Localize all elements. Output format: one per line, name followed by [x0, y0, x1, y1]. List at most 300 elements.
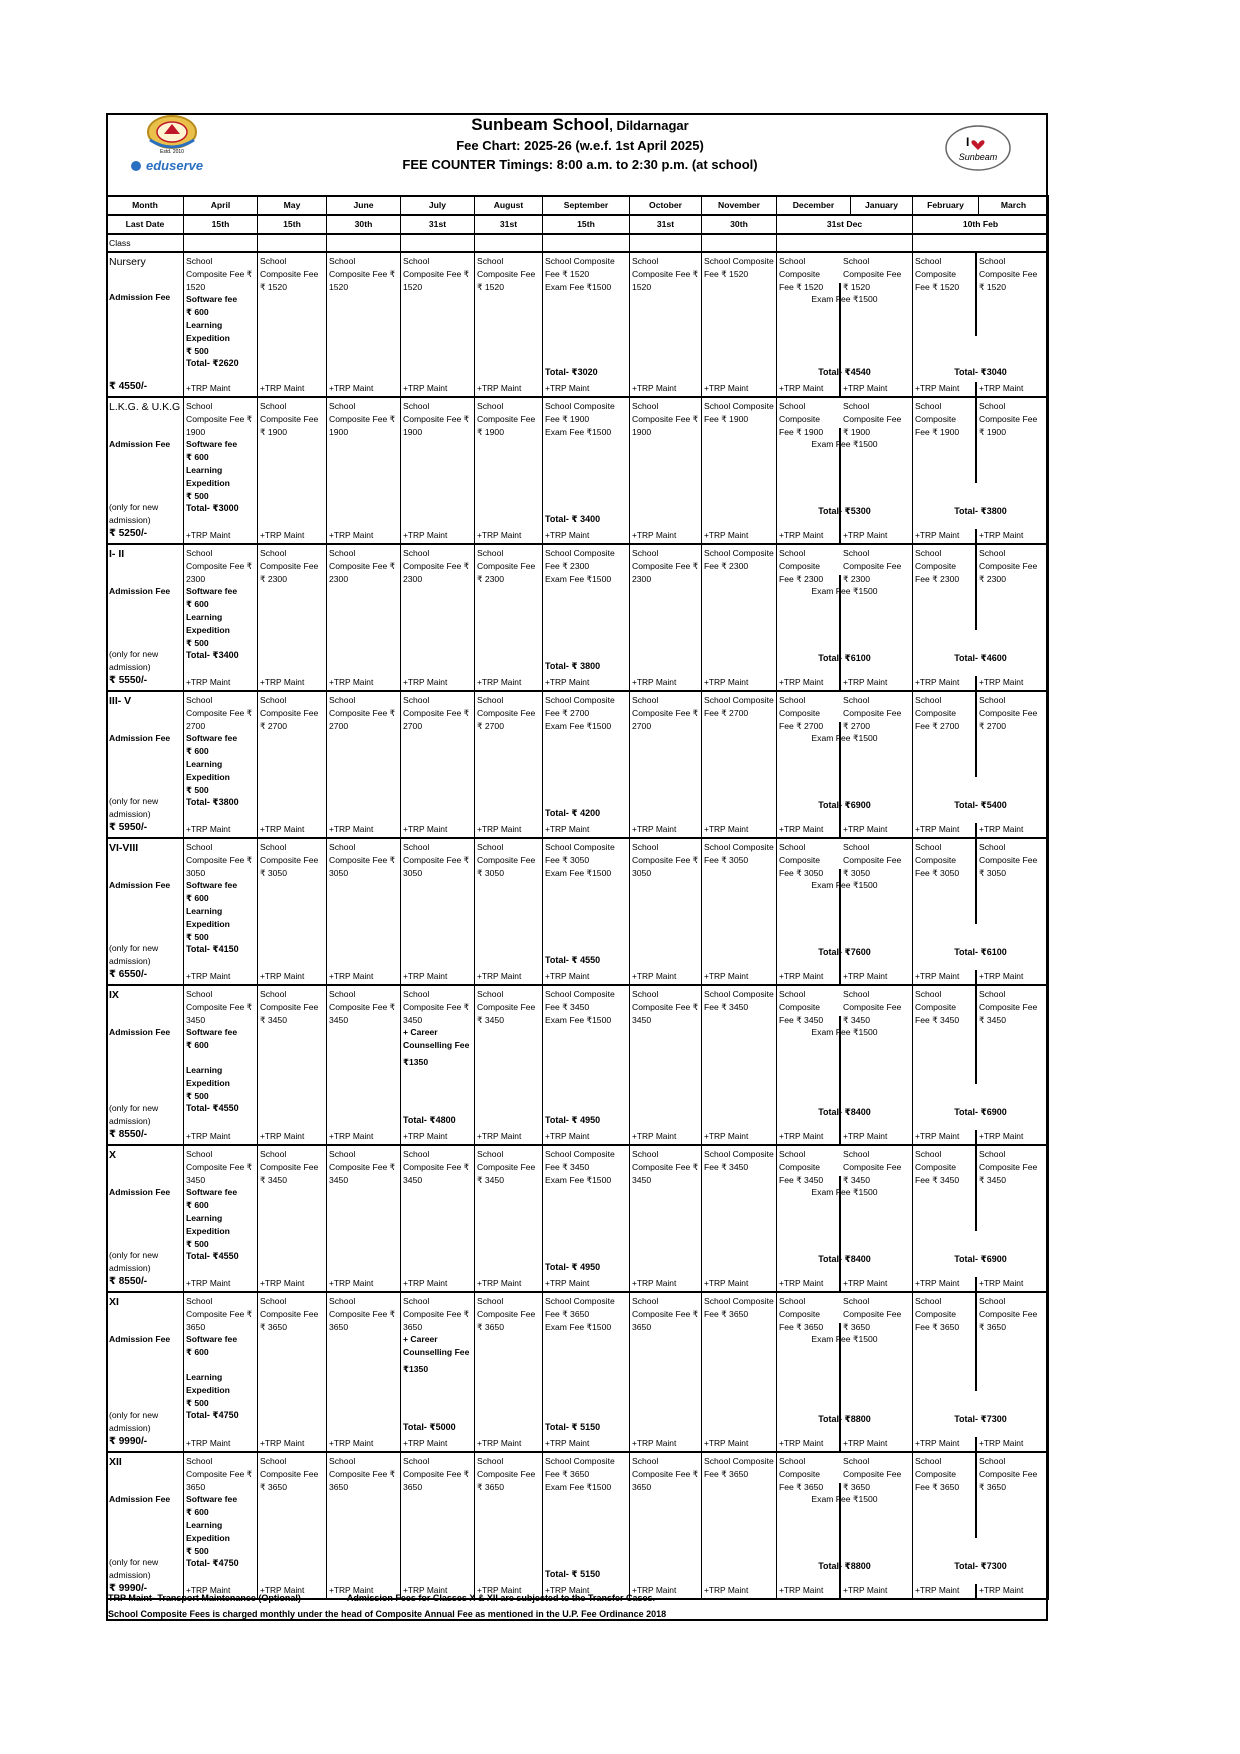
composite-fee: School Composite Fee ₹ 3650 [329, 1296, 396, 1332]
september-total: Total- ₹ 3800 [545, 661, 601, 672]
career-counselling-amount: ₹1350 [403, 1363, 429, 1374]
composite-fee: School Composite Fee ₹ 2700 [632, 695, 699, 731]
trp-maint: +TRP Maint [477, 530, 522, 541]
composite-fee: School Composite Fee ₹ 3650 [260, 1296, 319, 1332]
column-divider [839, 529, 841, 543]
learning-expedition-amount: ₹ 500 [186, 1397, 209, 1408]
software-fee-label: Software fee [186, 880, 238, 891]
software-fee-amount: ₹ 600 [186, 307, 209, 318]
only-new-admission-label: (only for new admission) [109, 1410, 159, 1434]
school-logo [124, 114, 220, 176]
february-composite-fee: School Composite Fee ₹ 3650 [915, 1296, 960, 1332]
career-counselling-label: + Career Counselling Fee [403, 1334, 470, 1358]
class-name: X [109, 1149, 117, 1161]
feb-mar-total: Total- ₹3800 [954, 506, 1007, 517]
trp-maint: +TRP Maint [704, 1278, 749, 1289]
trp-maint: +TRP Maint [545, 530, 590, 541]
trp-maint: +TRP Maint [403, 1278, 448, 1289]
learning-expedition-amount: ₹ 500 [186, 637, 209, 648]
composite-fee: School Composite Fee ₹ 2700 [704, 695, 774, 718]
trp-maint: +TRP Maint [704, 383, 749, 394]
trp-maint: +TRP Maint [843, 1278, 888, 1289]
composite-fee: School Composite Fee ₹ 3650 [403, 1296, 470, 1332]
class-fee-row [107, 397, 1049, 544]
september-total: Total- ₹ 4200 [545, 808, 601, 819]
composite-fee: School Composite Fee ₹ 2700 [329, 695, 396, 731]
trp-maint: +TRP Maint [915, 824, 960, 835]
learning-expedition-label: Learning Expedition [186, 905, 230, 929]
february-composite-fee: School Composite Fee ₹ 3450 [915, 1149, 960, 1185]
trp-maint: +TRP Maint [477, 1278, 522, 1289]
composite-fee: School Composite Fee ₹ 3450 [477, 989, 536, 1025]
class-fee-row [107, 252, 1049, 397]
composite-fee: School Composite Fee ₹ 3050 [186, 842, 253, 878]
column-divider [975, 1130, 977, 1144]
composite-fee: School Composite Fee ₹ 3650 [704, 1296, 774, 1319]
composite-fee: School Composite Fee ₹ 1520 [260, 256, 319, 292]
admission-fee-amount: ₹ 9990/- [109, 1583, 148, 1595]
exam-fee: Exam Fee ₹1500 [811, 733, 878, 743]
column-divider [975, 1277, 977, 1291]
december-composite-fee: School Composite Fee ₹ 2700 [779, 695, 824, 731]
exam-fee: Exam Fee ₹1500 [545, 281, 612, 292]
admission-fee-label: Admission Fee [109, 1334, 171, 1344]
exam-fee: Exam Fee ₹1500 [811, 586, 878, 596]
svg-text:Estd. 2010: Estd. 2010 [160, 149, 184, 155]
class-name: L.K.G. & U.K.G [109, 401, 181, 413]
trp-maint: +TRP Maint [915, 677, 960, 688]
last-date-cell: 31st [630, 215, 702, 234]
footer-notes [106, 1590, 1048, 1622]
trp-maint: +TRP Maint [843, 1585, 888, 1596]
december-composite-fee: School Composite Fee ₹ 3050 [779, 842, 824, 878]
column-divider [839, 676, 841, 690]
feb-mar-last-date: 10th Feb [913, 215, 1049, 234]
fee-counter-timings: FEE COUNTER Timings: 8:00 a.m. to 2:30 p.m. (at school) [402, 157, 758, 172]
composite-fee: School Composite Fee ₹ 1900 [632, 401, 699, 437]
feb-mar-total: Total- ₹6100 [954, 947, 1007, 958]
exam-fee: Exam Fee ₹1500 [545, 867, 612, 878]
december-composite-fee: School Composite Fee ₹ 1520 [779, 256, 824, 292]
only-new-admission-label: (only for new admission) [109, 502, 159, 526]
composite-fee: School Composite Fee ₹ 1900 [545, 401, 615, 424]
class-label: Class [107, 234, 184, 252]
exam-fee: Exam Fee ₹1500 [811, 1494, 878, 1504]
composite-fee: School Composite Fee ₹ 1520 [632, 256, 699, 292]
january-composite-fee: School Composite Fee ₹ 3050 [843, 842, 902, 878]
column-divider [839, 1437, 841, 1451]
trp-maint: +TRP Maint [632, 1438, 677, 1449]
admission-note: Admission Fees for Classes X & XII are subjected to the Transfer Cases. [346, 1593, 655, 1603]
software-fee-label: Software fee [186, 439, 238, 450]
last-date-cell: 30th [327, 215, 401, 234]
march-composite-fee: School Composite Fee ₹ 3450 [979, 1149, 1038, 1185]
trp-maint: +TRP Maint [545, 1278, 590, 1289]
class-fee-row [107, 691, 1049, 838]
composite-fee: School Composite Fee ₹ 1520 [477, 256, 536, 292]
trp-maint: +TRP Maint [915, 971, 960, 982]
last-date-cell: 31st [401, 215, 475, 234]
exam-fee: Exam Fee ₹1500 [545, 1321, 612, 1332]
dec-jan-total: Total- ₹6900 [818, 800, 871, 811]
trp-maint: +TRP Maint [779, 677, 824, 688]
exam-fee: Exam Fee ₹1500 [811, 880, 878, 890]
composite-fee: School Composite Fee ₹ 3650 [186, 1456, 253, 1492]
trp-maint: +TRP Maint [843, 530, 888, 541]
software-fee-amount: ₹ 600 [186, 1347, 209, 1358]
march-composite-fee: School Composite Fee ₹ 3650 [979, 1296, 1038, 1332]
learning-expedition-amount: ₹ 500 [186, 931, 209, 942]
column-divider [975, 545, 977, 630]
april-total: Total- ₹4550 [186, 1103, 239, 1114]
month-cell: October [630, 196, 702, 215]
month-cell: February [913, 196, 979, 215]
composite-fee: School Composite Fee ₹ 3650 [477, 1456, 536, 1492]
january-composite-fee: School Composite Fee ₹ 3450 [843, 989, 902, 1025]
month-cell: September [543, 196, 630, 215]
note-line-1 [108, 1590, 1048, 1606]
trp-maint: +TRP Maint [477, 1438, 522, 1449]
trp-maint: +TRP Maint [704, 677, 749, 688]
composite-fee: School Composite Fee ₹ 3450 [545, 989, 615, 1012]
trp-maint: +TRP Maint [843, 1438, 888, 1449]
march-composite-fee: School Composite Fee ₹ 2300 [979, 548, 1038, 584]
trp-maint: +TRP Maint [186, 1131, 231, 1142]
trp-maint: +TRP Maint [186, 677, 231, 688]
exam-fee: Exam Fee ₹1500 [545, 1481, 612, 1492]
only-new-admission-label: (only for new admission) [109, 943, 159, 967]
composite-fee: School Composite Fee ₹ 1520 [704, 256, 774, 279]
trp-maint: +TRP Maint [477, 1585, 522, 1596]
software-fee-label: Software fee [186, 294, 238, 305]
column-divider [975, 823, 977, 837]
trp-maint: +TRP Maint [632, 1278, 677, 1289]
learning-expedition-label: Learning Expedition [186, 1519, 230, 1543]
learning-expedition-label: Learning Expedition [186, 1064, 230, 1088]
composite-fee: School Composite Fee ₹ 3650 [632, 1456, 699, 1492]
march-composite-fee: School Composite Fee ₹ 3650 [979, 1456, 1038, 1492]
career-counselling-amount: ₹1350 [403, 1056, 429, 1067]
composite-fee: School Composite Fee ₹ 1520 [403, 256, 470, 292]
feb-mar-total: Total- ₹4600 [954, 653, 1007, 664]
september-total: Total- ₹ 4550 [545, 955, 601, 966]
trp-maint: +TRP Maint [329, 383, 374, 394]
composite-fee: School Composite Fee ₹ 1900 [329, 401, 396, 437]
trp-maint: +TRP Maint [632, 383, 677, 394]
composite-fee: School Composite Fee ₹ 3450 [329, 1149, 396, 1185]
january-composite-fee: School Composite Fee ₹ 2300 [843, 548, 902, 584]
trp-maint: +TRP Maint [545, 1585, 590, 1596]
composite-fee: School Composite Fee ₹ 3450 [632, 1149, 699, 1185]
month-cell: January [851, 196, 913, 215]
exam-fee: Exam Fee ₹1500 [545, 426, 612, 437]
exam-fee: Exam Fee ₹1500 [545, 573, 612, 584]
trp-maint: +TRP Maint [915, 1131, 960, 1142]
february-composite-fee: School Composite Fee ₹ 3050 [915, 842, 960, 878]
trp-maint: +TRP Maint [779, 824, 824, 835]
feb-mar-total: Total- ₹7300 [954, 1414, 1007, 1425]
trp-maint: +TRP Maint [329, 1585, 374, 1596]
composite-fee: School Composite Fee ₹ 3450 [403, 989, 470, 1025]
composite-fee: School Composite Fee ₹ 3050 [545, 842, 615, 865]
trp-maint: +TRP Maint [915, 1585, 960, 1596]
column-divider [975, 839, 977, 924]
composite-fee: School Composite Fee ₹ 1900 [403, 401, 470, 437]
class-fee-row [107, 985, 1049, 1145]
trp-maint: +TRP Maint [979, 824, 1024, 835]
dec-jan-total: Total- ₹8400 [818, 1254, 871, 1265]
trp-maint: +TRP Maint [979, 530, 1024, 541]
month-cell: November [702, 196, 777, 215]
software-fee-amount: ₹ 600 [186, 1507, 209, 1518]
february-composite-fee: School Composite Fee ₹ 1900 [915, 401, 960, 437]
last-date-cell: 31st [475, 215, 543, 234]
fee-table [106, 195, 1049, 1600]
trp-maint: +TRP Maint [979, 1278, 1024, 1289]
column-divider [839, 970, 841, 984]
school-location: , Dildarnagar [609, 118, 689, 133]
trp-maint: +TRP Maint [915, 1438, 960, 1449]
trp-maint: +TRP Maint [329, 1278, 374, 1289]
composite-fee: School Composite Fee ₹ 2300 [329, 548, 396, 584]
column-divider [975, 398, 977, 483]
month-cell: December [777, 196, 851, 215]
composite-fee: School Composite Fee ₹ 2300 [403, 548, 470, 584]
trp-maint: +TRP Maint [979, 383, 1024, 394]
trp-maint: +TRP Maint [186, 530, 231, 541]
fee-chart-subtitle: Fee Chart: 2025-26 (w.e.f. 1st April 2025) [456, 138, 704, 153]
month-cell: July [401, 196, 475, 215]
column-divider [975, 986, 977, 1084]
trp-maint: +TRP Maint [779, 1585, 824, 1596]
composite-fee: School Composite Fee ₹ 3450 [186, 989, 253, 1025]
december-composite-fee: School Composite Fee ₹ 3450 [779, 989, 824, 1025]
software-fee-amount: ₹ 600 [186, 1040, 209, 1051]
trp-maint: +TRP Maint [260, 1585, 305, 1596]
exam-fee: Exam Fee ₹1500 [811, 1187, 878, 1197]
class-fee-row [107, 838, 1049, 985]
composite-fee: School Composite Fee ₹ 3450 [545, 1149, 615, 1172]
trp-maint: +TRP Maint [779, 1131, 824, 1142]
column-divider [975, 382, 977, 396]
learning-expedition-amount: ₹ 500 [186, 1090, 209, 1101]
learning-expedition-label: Learning Expedition [186, 758, 230, 782]
admission-fee-label: Admission Fee [109, 880, 171, 890]
admission-fee-label: Admission Fee [109, 1027, 171, 1037]
trp-maint: +TRP Maint [843, 971, 888, 982]
admission-fee-amount: ₹ 9990/- [109, 1436, 148, 1448]
composite-fee: School Composite Fee ₹ 3450 [704, 1149, 774, 1172]
composite-fee: School Composite Fee ₹ 3050 [403, 842, 470, 878]
trp-maint: +TRP Maint [329, 1438, 374, 1449]
learning-expedition-amount: ₹ 500 [186, 1238, 209, 1249]
software-fee-label: Software fee [186, 733, 238, 744]
software-fee-amount: ₹ 600 [186, 599, 209, 610]
class-name: VI-VIII [109, 842, 139, 854]
column-divider [975, 1453, 977, 1538]
class-label-row [107, 234, 1049, 252]
column-divider [975, 676, 977, 690]
composite-fee: School Composite Fee ₹ 1900 [477, 401, 536, 437]
software-fee-label: Software fee [186, 1494, 238, 1505]
composite-fee: School Composite Fee ₹ 3650 [704, 1456, 774, 1479]
trp-maint: +TRP Maint [779, 1438, 824, 1449]
composite-fee: School Composite Fee ₹ 1900 [186, 401, 253, 437]
feb-mar-total: Total- ₹5400 [954, 800, 1007, 811]
composite-fee: School Composite Fee ₹ 2300 [632, 548, 699, 584]
column-divider [975, 1437, 977, 1451]
software-fee-amount: ₹ 600 [186, 452, 209, 463]
september-total: Total- ₹ 4950 [545, 1115, 601, 1126]
trp-maint: +TRP Maint [260, 1438, 305, 1449]
composite-fee: School Composite Fee ₹ 2300 [545, 548, 615, 571]
january-composite-fee: School Composite Fee ₹ 3450 [843, 1149, 902, 1185]
school-name: Sunbeam School [471, 115, 610, 134]
composite-fee: School Composite Fee ₹ 2300 [704, 548, 774, 571]
admission-fee-amount: ₹ 5550/- [109, 675, 148, 687]
march-composite-fee: School Composite Fee ₹ 1520 [979, 256, 1038, 292]
learning-expedition-label: Learning Expedition [186, 1371, 230, 1395]
composite-fee: School Composite Fee ₹ 3650 [260, 1456, 319, 1492]
page-title [300, 115, 860, 136]
learning-expedition-label: Learning Expedition [186, 1212, 230, 1236]
trp-maint: +TRP Maint [545, 971, 590, 982]
composite-fee: School Composite Fee ₹ 3050 [477, 842, 536, 878]
last-date-label: Last Date [107, 215, 184, 234]
february-composite-fee: School Composite Fee ₹ 1520 [915, 256, 960, 292]
march-composite-fee: School Composite Fee ₹ 3450 [979, 989, 1038, 1025]
class-name: Nursery [109, 256, 146, 268]
month-cell: August [475, 196, 543, 215]
software-fee-label: Software fee [186, 1334, 238, 1345]
trp-note: TRP Maint- Transport Maintenance (Optional) [108, 1593, 301, 1603]
trp-maint: +TRP Maint [403, 530, 448, 541]
trp-maint: +TRP Maint [545, 824, 590, 835]
composite-fee: School Composite Fee ₹ 3450 [477, 1149, 536, 1185]
september-total: Total- ₹ 4950 [545, 1262, 601, 1273]
december-composite-fee: School Composite Fee ₹ 1900 [779, 401, 824, 437]
svg-text:eduserve: eduserve [146, 158, 204, 173]
sunbeam-crest-logo [124, 114, 220, 176]
trp-maint: +TRP Maint [260, 677, 305, 688]
dec-jan-total: Total- ₹6100 [818, 653, 871, 664]
admission-fee-label: Admission Fee [109, 586, 171, 596]
column-divider [839, 382, 841, 396]
class-fee-row [107, 1452, 1049, 1599]
composite-fee: School Composite Fee ₹ 1900 [260, 401, 319, 437]
trp-maint: +TRP Maint [843, 383, 888, 394]
trp-maint: +TRP Maint [329, 677, 374, 688]
software-fee-amount: ₹ 600 [186, 746, 209, 757]
composite-fee: School Composite Fee ₹ 2700 [186, 695, 253, 731]
january-composite-fee: School Composite Fee ₹ 3650 [843, 1296, 902, 1332]
dec-jan-total: Total- ₹8400 [818, 1107, 871, 1118]
composite-fee: School Composite Fee ₹ 2700 [545, 695, 615, 718]
only-new-admission-label: (only for new admission) [109, 1557, 159, 1581]
composite-fee: School Composite Fee ₹ 2300 [186, 548, 253, 584]
sunbeam-badge-logo [944, 124, 1012, 172]
last-date-cell: 15th [184, 215, 258, 234]
software-fee-label: Software fee [186, 1027, 238, 1038]
trp-maint: +TRP Maint [545, 383, 590, 394]
class-name: XI [109, 1296, 119, 1308]
trp-maint: +TRP Maint [260, 824, 305, 835]
trp-maint: +TRP Maint [545, 1131, 590, 1142]
trp-maint: +TRP Maint [545, 677, 590, 688]
composite-fee: School Composite Fee ₹ 3050 [329, 842, 396, 878]
learning-expedition-label: Learning Expedition [186, 611, 230, 635]
column-divider [975, 1146, 977, 1231]
trp-maint: +TRP Maint [545, 1438, 590, 1449]
composite-fee: School Composite Fee ₹ 3450 [632, 989, 699, 1025]
trp-maint: +TRP Maint [329, 1131, 374, 1142]
composite-fee: School Composite Fee ₹ 3450 [704, 989, 774, 1012]
composite-fee: School Composite Fee ₹ 3650 [477, 1296, 536, 1332]
trp-maint: +TRP Maint [260, 971, 305, 982]
month-cell: May [258, 196, 327, 215]
last-date-cell: 30th [702, 215, 777, 234]
feb-mar-total: Total- ₹6900 [954, 1107, 1007, 1118]
trp-maint: +TRP Maint [843, 824, 888, 835]
april-total: Total- ₹3800 [186, 797, 239, 808]
composite-fee: School Composite Fee ₹ 3450 [260, 1149, 319, 1185]
trp-maint: +TRP Maint [979, 677, 1024, 688]
april-total: Total- ₹2620 [186, 358, 239, 369]
trp-maint: +TRP Maint [329, 971, 374, 982]
month-label: Month [107, 196, 184, 215]
learning-expedition-label: Learning Expedition [186, 464, 230, 488]
month-header-row [107, 196, 1049, 215]
trp-maint: +TRP Maint [979, 1131, 1024, 1142]
composite-fee: School Composite Fee ₹ 2300 [260, 548, 319, 584]
july-total: Total- ₹4800 [403, 1115, 456, 1126]
software-fee-label: Software fee [186, 586, 238, 597]
december-composite-fee: School Composite Fee ₹ 2300 [779, 548, 824, 584]
admission-fee-amount: ₹ 5950/- [109, 822, 148, 834]
composite-fee: School Composite Fee ₹ 2700 [403, 695, 470, 731]
software-fee-amount: ₹ 600 [186, 893, 209, 904]
class-name: I- II [109, 548, 125, 560]
composite-note: School Composite Fees is charged monthly under the head of Composite Annual Fee as mentioned in the U.P. Fee Ordinance 2018 [108, 1609, 667, 1619]
last-date-cell: 15th [543, 215, 630, 234]
column-divider [975, 529, 977, 543]
february-composite-fee: School Composite Fee ₹ 2700 [915, 695, 960, 731]
april-total: Total- ₹4750 [186, 1558, 239, 1569]
composite-fee: School Composite Fee ₹ 2300 [477, 548, 536, 584]
dec-jan-total: Total- ₹7600 [818, 947, 871, 958]
trp-maint: +TRP Maint [632, 677, 677, 688]
class-name: III- V [109, 695, 132, 707]
december-composite-fee: School Composite Fee ₹ 3650 [779, 1296, 824, 1332]
column-divider [975, 692, 977, 777]
class-name: IX [109, 989, 119, 1001]
exam-fee: Exam Fee ₹1500 [545, 720, 612, 731]
trp-maint: +TRP Maint [843, 1131, 888, 1142]
february-composite-fee: School Composite Fee ₹ 3450 [915, 989, 960, 1025]
trp-maint: +TRP Maint [477, 971, 522, 982]
trp-maint: +TRP Maint [632, 1585, 677, 1596]
january-composite-fee: School Composite Fee ₹ 3650 [843, 1456, 902, 1492]
february-composite-fee: School Composite Fee ₹ 2300 [915, 548, 960, 584]
composite-fee: School Composite Fee ₹ 1520 [186, 256, 253, 292]
only-new-admission-label: (only for new admission) [109, 1250, 159, 1274]
last-date-cell: 15th [258, 215, 327, 234]
month-cell: April [184, 196, 258, 215]
class-name: XII [109, 1456, 122, 1468]
trp-maint: +TRP Maint [403, 383, 448, 394]
april-total: Total- ₹4750 [186, 1410, 239, 1421]
column-divider [839, 1130, 841, 1144]
